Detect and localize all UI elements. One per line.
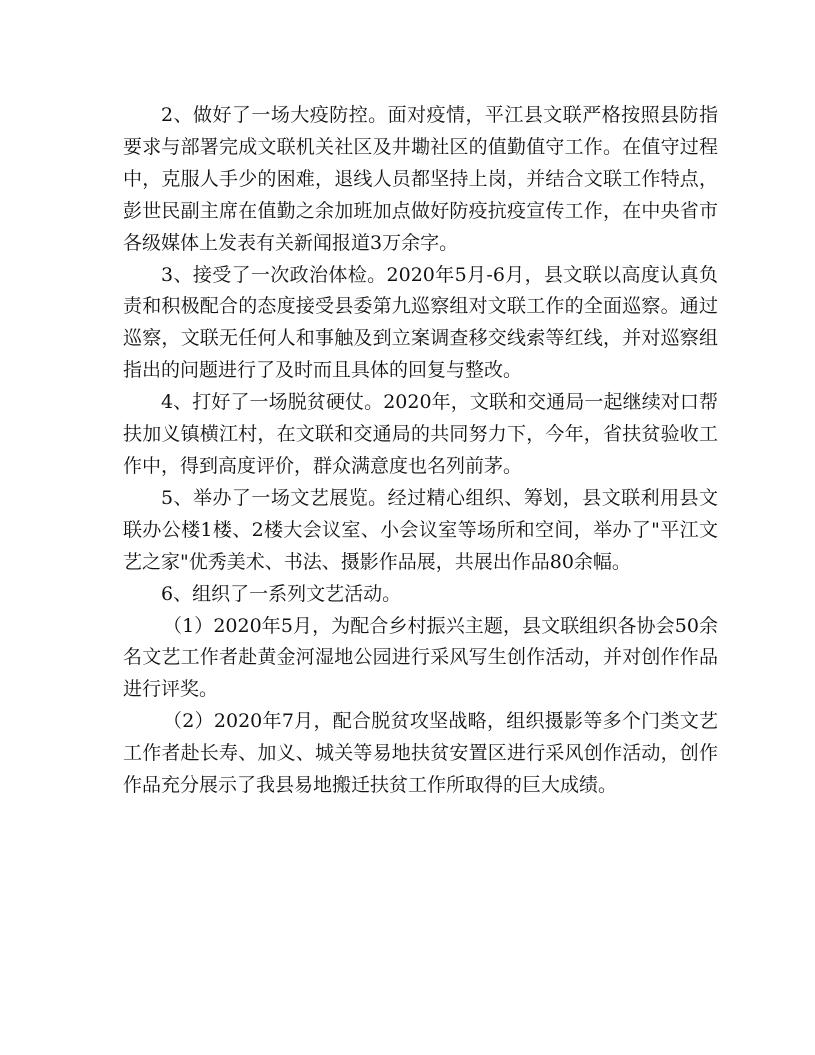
paragraph-art-activities-heading: 6、组织了一系列文艺活动。 [161, 582, 402, 605]
paragraph-activity-may: （1）2020年5月，为配合乡村振兴主题，县文联组织各协会50余名文艺工作者赴黄金河湿地公园进行采风写生创作活动，并对创作作品进行评奖。 [123, 614, 718, 701]
paragraph-art-exhibition: 5、举办了一场文艺展览。经过精心组织、筹划，县文联利用县文联办公楼1楼、2楼大会议室、小会议室等场所和空间，举办了"平江文艺之家"优秀美术、书法、摄影作品展，共展出作品80余幅。 [123, 486, 718, 573]
document-body [123, 100, 718, 802]
paragraph-epidemic-control: 2、做好了一场大疫防控。面对疫情，平江县文联严格按照县防指要求与部署完成文联机关社区及井墈社区的值勤值守工作。在值守过程中，克服人手少的困难，退线人员都坚持上岗，并结合文联工作特点，彭世民副主席在值勤之余加班加点做好防疫抗疫宣传工作，在中央省市各级媒体上发表有关新闻报道3万余字。 [123, 104, 718, 254]
paragraph-poverty-alleviation: 4、打好了一场脱贫硬仗。2020年，文联和交通局一起继续对口帮扶加义镇横江村，在文联和交通局的共同努力下，今年，省扶贫验收工作中，得到高度评价，群众满意度也名列前茅。 [123, 391, 718, 477]
paragraph-political-inspection: 3、接受了一次政治体检。2020年5月-6月，县文联以高度认真负责和积极配合的态度接受县委第九巡察组对文联工作的全面巡察。通过巡察，文联无任何人和事触及到立案调查移交线索等红线，并对巡察组指出的问题进行了及时而且具体的回复与整改。 [123, 263, 718, 382]
paragraph-activity-july: （2）2020年7月，配合脱贫攻坚战略，组织摄影等多个门类文艺工作者赴长寿、加义、城关等易地扶贫安置区进行采风创作活动，创作作品充分展示了我县易地搬迁扶贫工作所取得的巨大成绩。 [123, 710, 718, 797]
